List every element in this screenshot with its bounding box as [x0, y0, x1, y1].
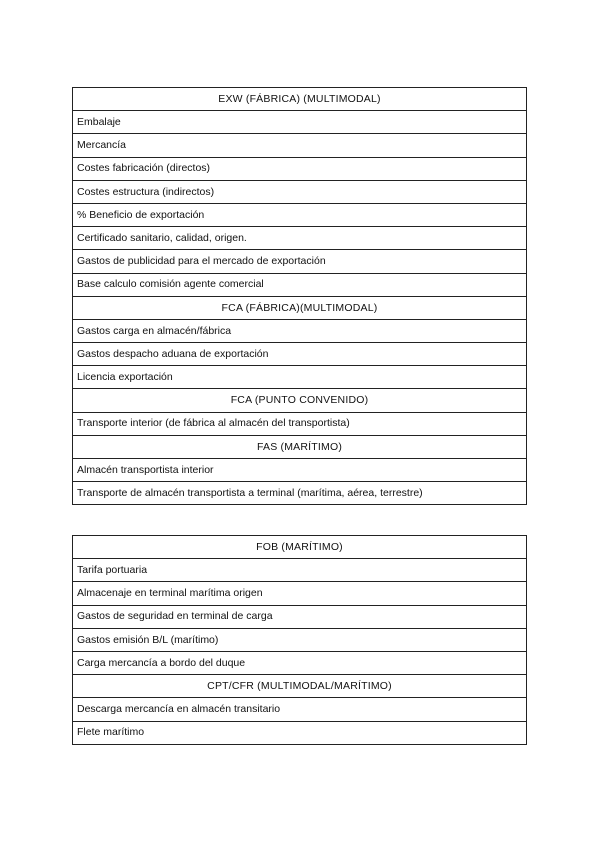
cost-item-cell: Flete marítimo [73, 721, 527, 744]
cost-item-row [73, 412, 527, 435]
cost-item-cell: Tarifa portuaria [73, 559, 527, 582]
cost-item-row [73, 698, 527, 721]
incoterm-header-cell: CPT/CFR (MULTIMODAL/MARÍTIMO) [73, 675, 527, 698]
cost-item-row [73, 203, 527, 226]
incoterm-header-row [73, 435, 527, 458]
cost-item-cell: Transporte de almacén transportista a terminal (marítima, aérea, terrestre) [73, 482, 527, 505]
cost-item-cell: Mercancía [73, 134, 527, 157]
cost-item-row [73, 366, 527, 389]
cost-item-row [73, 250, 527, 273]
cost-item-cell: Certificado sanitario, calidad, origen. [73, 227, 527, 250]
cost-item-row [73, 559, 527, 582]
cost-item-cell: Costes fabricación (directos) [73, 157, 527, 180]
cost-item-row [73, 605, 527, 628]
cost-item-row [73, 134, 527, 157]
cost-item-row [73, 482, 527, 505]
cost-item-cell: Gastos emisión B/L (marítimo) [73, 628, 527, 651]
cost-item-row [73, 721, 527, 744]
incoterm-header-row [73, 296, 527, 319]
cost-item-cell: Almacenaje en terminal marítima origen [73, 582, 527, 605]
incoterm-header-row [73, 536, 527, 559]
cost-item-cell: Embalaje [73, 111, 527, 134]
cost-item-cell: Gastos de seguridad en terminal de carga [73, 605, 527, 628]
cost-item-cell: Gastos despacho aduana de exportación [73, 343, 527, 366]
cost-item-cell: Almacén transportista interior [73, 459, 527, 482]
cost-item-row [73, 157, 527, 180]
cost-item-cell: Transporte interior (de fábrica al almacén del transportista) [73, 412, 527, 435]
incoterm-header-row [73, 389, 527, 412]
cost-item-row [73, 273, 527, 296]
cost-item-row [73, 628, 527, 651]
cost-item-cell: Costes estructura (indirectos) [73, 180, 527, 203]
cost-item-cell: % Beneficio de exportación [73, 203, 527, 226]
cost-item-cell: Carga mercancía a bordo del duque [73, 651, 527, 674]
cost-item-row [73, 180, 527, 203]
incoterm-cost-table-2 [72, 535, 527, 745]
incoterm-header-cell: FCA (PUNTO CONVENIDO) [73, 389, 527, 412]
incoterm-header-cell: FAS (MARÍTIMO) [73, 435, 527, 458]
cost-item-row [73, 319, 527, 342]
cost-item-row [73, 343, 527, 366]
incoterm-header-row [73, 675, 527, 698]
cost-item-cell: Gastos carga en almacén/fábrica [73, 319, 527, 342]
incoterm-cost-table-1 [72, 87, 527, 505]
cost-item-cell: Base calculo comisión agente comercial [73, 273, 527, 296]
incoterm-header-cell: FCA (FÁBRICA)(MULTIMODAL) [73, 296, 527, 319]
cost-item-row [73, 582, 527, 605]
incoterm-header-cell: EXW (FÁBRICA) (MULTIMODAL) [73, 88, 527, 111]
cost-item-cell: Gastos de publicidad para el mercado de exportación [73, 250, 527, 273]
cost-item-row [73, 227, 527, 250]
cost-item-cell: Descarga mercancía en almacén transitario [73, 698, 527, 721]
cost-item-cell: Licencia exportación [73, 366, 527, 389]
incoterm-header-row [73, 88, 527, 111]
incoterm-header-cell: FOB (MARÍTIMO) [73, 536, 527, 559]
cost-item-row [73, 459, 527, 482]
cost-item-row [73, 111, 527, 134]
cost-item-row [73, 651, 527, 674]
